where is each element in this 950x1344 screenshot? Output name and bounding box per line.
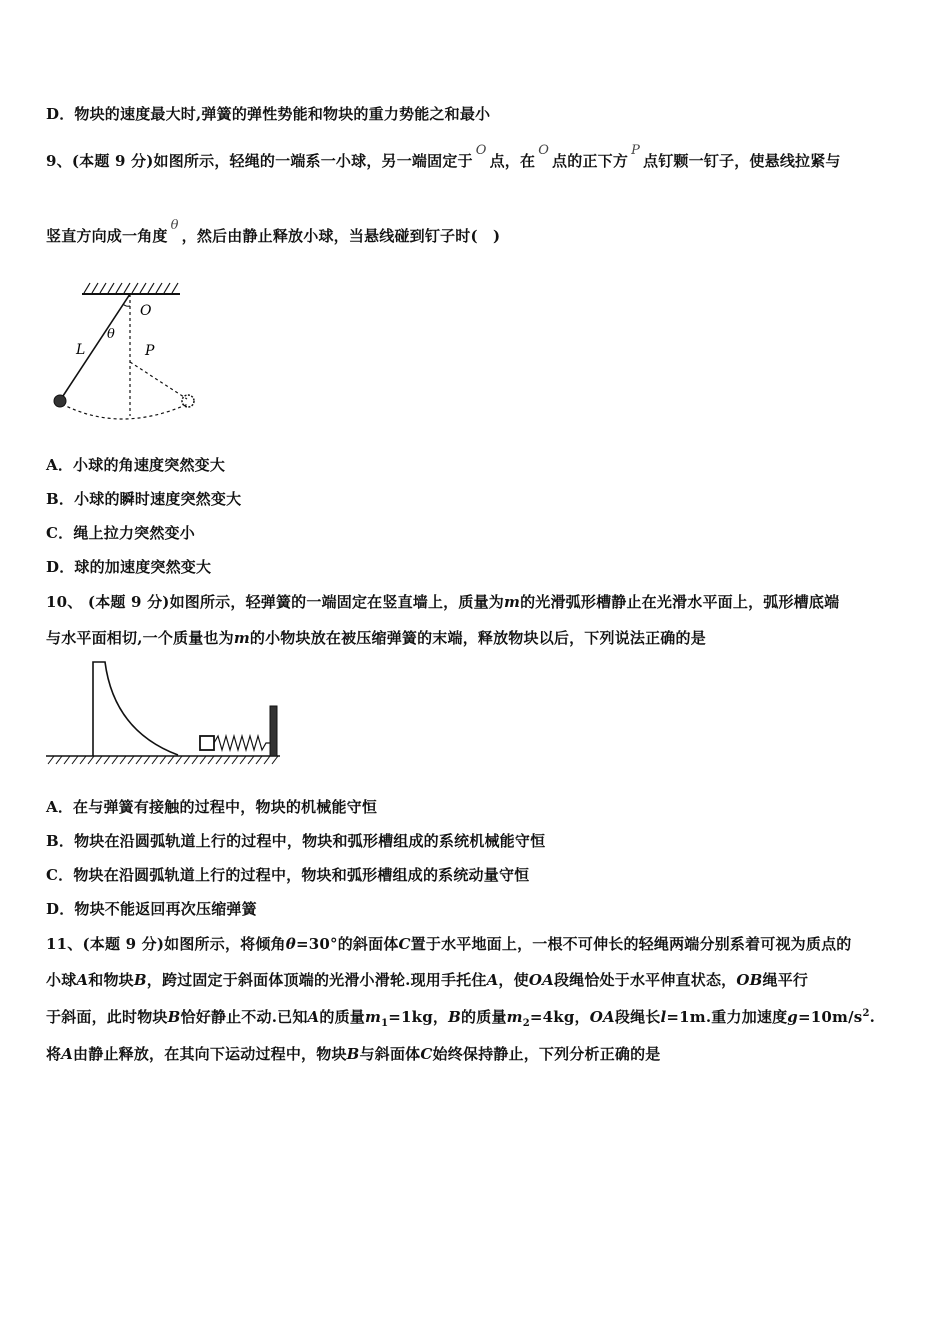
q11-text: =10m/s <box>798 1008 863 1026</box>
small-block <box>200 736 214 750</box>
spring <box>214 736 270 750</box>
q11-stem-line1 <box>46 933 851 954</box>
q11-symbol-oa: OA <box>528 971 554 989</box>
q9-pendulum-figure <box>50 278 210 428</box>
q11-stem-line4 <box>46 1043 661 1064</box>
q11-symbol-l: l <box>660 1008 667 1026</box>
label-o: O <box>140 303 152 319</box>
q11-text: 绳平行 <box>762 971 809 989</box>
q11-text: 的质量 <box>461 1008 507 1026</box>
q10-stem-text: 的光滑弧形槽静止在光滑水平面上，弧形槽底端 <box>520 593 840 611</box>
q11-symbol-g: g <box>787 1008 798 1026</box>
q9-stem-line1 <box>46 143 841 171</box>
q11-theta: θ <box>285 935 296 953</box>
q11-symbol-c: C <box>420 1045 433 1063</box>
q10-mass-m: m <box>233 629 250 647</box>
q10-option-c: C．物块在沿圆弧轨道上行的过程中，物块和弧形槽组成的系统动量守恒 <box>46 866 530 884</box>
q11-symbol-a: A <box>486 971 499 989</box>
q11-subscript: 1 <box>381 1018 389 1029</box>
q11-text: 置于水平地面上，一根不可伸长的轻绳两端分别系着可视为质点的 <box>410 935 852 953</box>
q10-option-a: A．在与弹簧有接触的过程中，物块的机械能守恒 <box>46 798 378 816</box>
q11-symbol-m1: m <box>364 1008 382 1026</box>
q9-option-a: A．小球的角速度突然变大 <box>46 456 226 474</box>
q11-symbol-a: A <box>76 971 89 989</box>
ground-hatch <box>48 756 278 764</box>
q11-symbol-a: A <box>307 1008 320 1026</box>
q9-option-b: B．小球的瞬时速度突然变大 <box>46 490 242 508</box>
q11-symbol-m2: m <box>506 1008 523 1026</box>
q11-text: 恰好静止不动.已知 <box>180 1008 308 1026</box>
q11-subscript: 2 <box>522 1018 530 1029</box>
q9-stem-text: 竖直方向成一角度 <box>46 227 168 245</box>
ceiling-hatch <box>84 283 178 293</box>
q10-option-b: B．物块在沿圆弧轨道上行的过程中，物块和弧形槽组成的系统机械能守恒 <box>46 832 546 850</box>
q9-symbol-theta: θ <box>170 218 179 233</box>
q11-text: ，跨过固定于斜面体顶端的光滑小滑轮.现用手托住 <box>146 971 487 989</box>
q11-superscript: 2 <box>862 1008 870 1019</box>
ball-left <box>54 395 66 407</box>
label-l: L <box>76 342 86 358</box>
q9-symbol-o: O <box>475 143 487 158</box>
q9-stem-line2 <box>46 218 501 246</box>
q11-text: ，使 <box>498 971 529 989</box>
q11-symbol-b: B <box>167 1008 181 1026</box>
q11-text: 和物块 <box>88 971 134 989</box>
q9-stem-text: 点钉颗一钉子，使悬线拉紧与 <box>643 152 841 170</box>
q11-symbol-b: B <box>133 971 147 989</box>
q11-text: 段绳长 <box>614 1008 661 1026</box>
q9-stem-text: ，然后由静止释放小球，当悬线碰到钉子时( ) <box>181 227 501 245</box>
q10-stem-text: 与水平面相切,一个质量也为 <box>46 629 234 647</box>
q9-option-c: C．绳上拉力突然变小 <box>46 524 195 542</box>
arc-groove <box>93 662 178 756</box>
q11-text: 始终保持静止，下列分析正确的是 <box>432 1045 661 1063</box>
q9-symbol-o: O <box>538 143 550 158</box>
q11-symbol-c: C <box>398 935 411 953</box>
trajectory-arc <box>62 404 188 419</box>
q9-stem-text: 点，在 <box>489 152 536 170</box>
q11-stem-line2 <box>46 969 808 990</box>
label-p: P <box>145 343 155 359</box>
pendulum-string <box>61 294 130 399</box>
q10-stem-text: 的小物块放在被压缩弹簧的末端，释放物块以后，下列说法正确的是 <box>249 629 706 647</box>
q11-text: =30°的斜面体 <box>295 935 399 953</box>
q11-text: 与斜面体 <box>359 1045 421 1063</box>
q11-text: 小球 <box>46 971 77 989</box>
q10-option-d: D．物块不能返回再次压缩弹簧 <box>46 900 257 918</box>
q11-text: 的质量 <box>319 1008 365 1026</box>
q11-symbol-a: A <box>61 1045 74 1063</box>
q10-stem-text: 10、 (本题 9 分)如图所示，轻弹簧的一端固定在竖直墙上，质量为 <box>46 593 504 611</box>
q11-text: 11、(本题 9 分)如图所示，将倾角 <box>46 935 286 953</box>
q11-text: 由静止释放，在其向下运动过程中，物块 <box>73 1045 347 1063</box>
q11-text: . <box>869 1008 876 1026</box>
q11-symbol-b: B <box>346 1045 360 1063</box>
wall <box>270 706 277 756</box>
q9-symbol-p: P <box>631 143 641 158</box>
nail-swing-dashed-line <box>130 362 187 399</box>
q11-text: =4kg， <box>529 1008 590 1026</box>
q11-symbol-b: B <box>448 1008 462 1026</box>
q10-spring-groove-figure <box>44 656 288 768</box>
q9-option-d: D．球的加速度突然变大 <box>46 558 212 576</box>
q9-stem-text: 点的正下方 <box>552 152 629 170</box>
q11-text: 将 <box>46 1045 62 1063</box>
q11-symbol-oa: OA <box>589 1008 615 1026</box>
label-theta: θ <box>107 327 115 342</box>
q8-option-d: D．物块的速度最大时,弹簧的弹性势能和物块的重力势能之和最小 <box>46 105 491 123</box>
q10-stem-line1 <box>46 591 839 612</box>
q9-stem-text: 9、(本题 9 分)如图所示，轻绳的一端系一小球，另一端固定于 <box>46 152 473 170</box>
q11-text: 于斜面，此时物块 <box>46 1008 168 1026</box>
q10-mass-m: m <box>503 593 521 611</box>
q11-symbol-ob: OB <box>736 971 763 989</box>
q11-text: =1m.重力加速度 <box>666 1008 788 1026</box>
q10-stem-line2 <box>46 627 706 648</box>
q11-stem-line3 <box>46 1006 875 1029</box>
q11-text: 段绳恰处于水平伸直状态， <box>553 971 737 989</box>
q11-text: =1kg， <box>388 1008 449 1026</box>
